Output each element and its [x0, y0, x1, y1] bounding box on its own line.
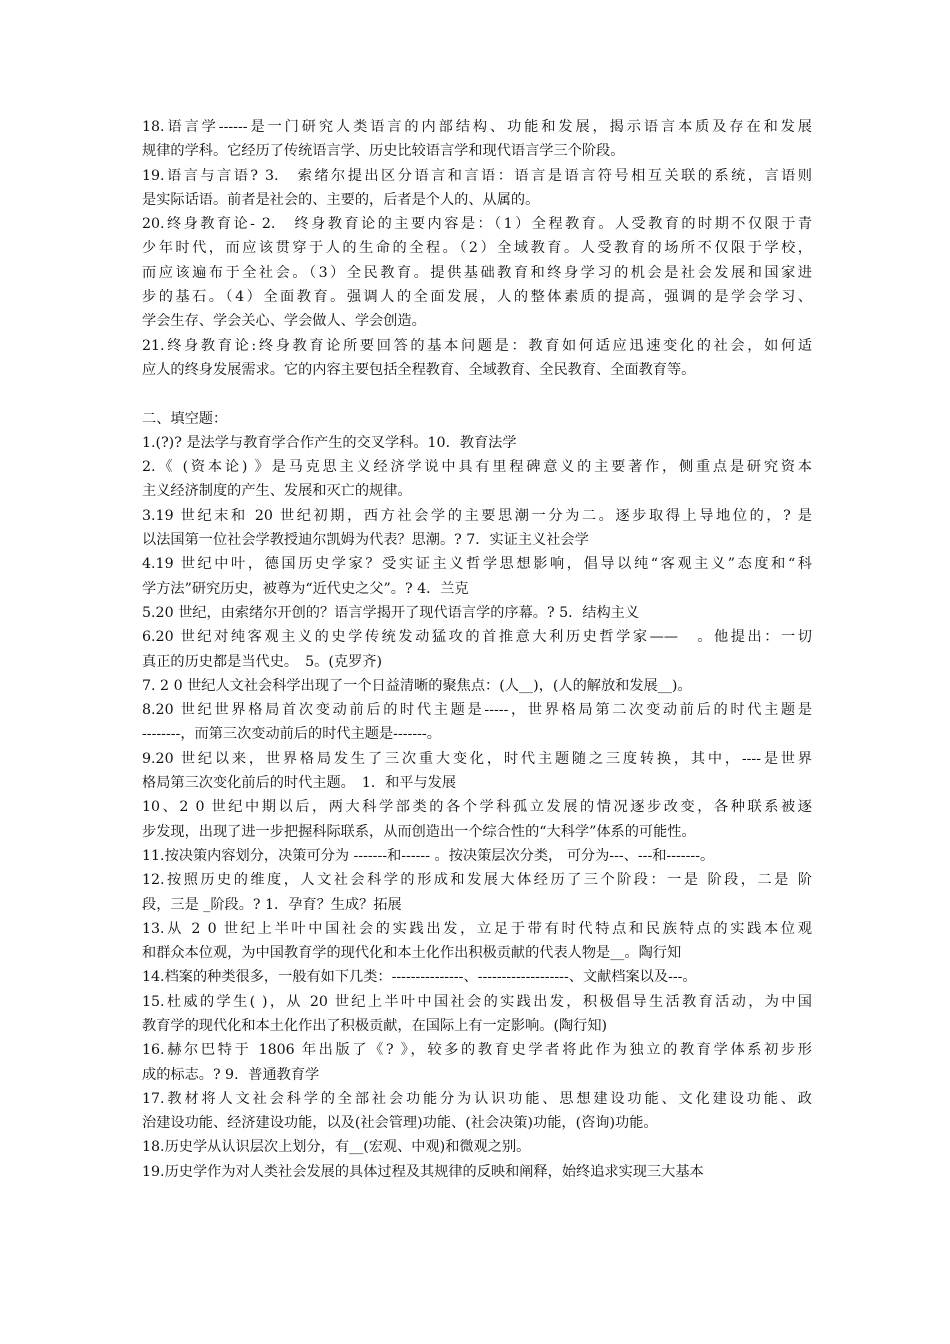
paragraph — [142, 1160, 812, 1184]
text-line: 规律的学科。它经历了传统语言学、历史比较语言学和现代语言学三个阶段。 — [142, 143, 625, 160]
paragraph — [142, 164, 812, 213]
text-line: 8.20 世纪世界格局首次变动前后的时代主题是-----，世界格局第二次变动前后的时代主题是 — [142, 702, 812, 719]
text-line: --------，而第三次变动前后的时代主题是-------。 — [142, 726, 441, 743]
paragraph — [142, 601, 812, 625]
text-line: 教育学的现代化和本土化作出了积极贡献，在国际上有一定影响。(陶行知) — [142, 1017, 608, 1034]
text-line: 以法国第一位社会学教授迪尔凯姆为代表？思潮。? 7．实证主义社会学 — [142, 532, 589, 549]
text-line: 少年时代，而应该贯穿于人的生命的全程。（2）全域教育。人受教育的场所不仅限于学校， — [142, 240, 812, 257]
text-line: 学方法”研究历史，被尊为“近代史之父”。? 4．兰克 — [142, 580, 469, 597]
paragraph — [142, 431, 812, 455]
text-line: 5.20 世纪，由索绪尔开创的？语言学揭开了现代语言学的序幕。? 5．结构主义 — [142, 604, 640, 621]
paragraph — [142, 212, 812, 333]
text-line: 是实际话语。前者是社会的、主要的，后者是个人的、从属的。 — [142, 191, 540, 208]
text-line: 9.20 世纪以来，世界格局发生了三次重大变化，时代主题随之三度转换，其中，----是世界 — [142, 750, 812, 767]
text-line: 6.20 世纪对纯客观主义的史学传统发动猛攻的首推意大利历史哲学家—— 。他提出：一切 — [142, 629, 812, 646]
text-line: 学会生存、学会关心、学会做人、学会创造。 — [142, 313, 426, 330]
paragraph — [142, 115, 812, 164]
text-line: 真正的历史都是当代史。 5。(克罗齐) — [142, 653, 382, 670]
paragraph — [142, 1038, 812, 1087]
text-line: 1.(?)? 是法学与教育学合作产生的交叉学科。10．教育法学 — [142, 434, 517, 451]
paragraph — [142, 747, 812, 796]
text-line: 二、填空题： — [142, 410, 228, 427]
text-line: 段，三是 _阶段。? 1．孕育？生成？拓展 — [142, 896, 402, 913]
text-line: 和群众本位观，为中国教育学的现代化和本土化作出积极贡献的代表人物是__。陶行知 — [142, 945, 682, 962]
text-line: 20.终身教育论- 2. 终身教育论的主要内容是：（1）全程教育。人受教育的时期不仅限于青 — [142, 216, 812, 233]
text-line: 12.按照历史的维度，人文社会科学的形成和发展大体经历了三个阶段：一是 阶段，二是 阶 — [142, 872, 812, 889]
text-line: 4.19 世纪中叶，德国历史学家？受实证主义哲学思想影响，倡导以纯“客观主义”态度和“科 — [142, 556, 812, 573]
text-line: 格局第三次变化前后的时代主题。 1．和平与发展 — [142, 775, 457, 792]
text-line: 步的基石。（4）全面教育。强调人的全面发展，人的整体素质的提高，强调的是学会学习、 — [142, 289, 812, 306]
paragraph — [142, 552, 812, 601]
text-line: 治建设功能、经济建设功能，以及(社会管理)功能、(社会决策)功能，(咨询)功能。 — [142, 1115, 658, 1132]
paragraph-spacer — [142, 382, 812, 406]
text-line: 10、2 0 世纪中期以后，两大科学部类的各个学科孤立发展的情况逐步改变，各种联系被逐 — [142, 799, 812, 816]
text-line: 19.历史学作为对人类社会发展的具体过程及其规律的反映和阐释，始终追求实现三大基本 — [142, 1163, 704, 1180]
paragraph — [142, 674, 812, 698]
text-line: 17.教材将人文社会科学的全部社会功能分为认识功能、思想建设功能、文化建设功能、政 — [142, 1090, 812, 1107]
paragraph — [142, 990, 812, 1039]
text-line: 2.《 (资本论) 》是马克思主义经济学说中具有里程碑意义的主要著作，侧重点是研究资本 — [142, 459, 812, 476]
text-line: 步发现，出现了进一步把握科际联系，从而创造出一个综合性的“大科学”体系的可能性。 — [142, 823, 696, 840]
paragraph — [142, 1087, 812, 1136]
paragraph — [142, 917, 812, 966]
text-line: 18.语言学------是一门研究人类语言的内部结构、功能和发展，揭示语言本质及存在和发展 — [142, 119, 812, 135]
paragraph — [142, 1135, 812, 1159]
text-line: 14.档案的种类很多，一般有如下几类：---------------、-------------------、文献档案以及---。 — [142, 969, 697, 986]
paragraph — [142, 868, 812, 917]
paragraph — [142, 455, 812, 504]
text-line: 而应该遍布于全社会。（3）全民教育。提供基础教育和终身学习的机会是社会发展和国家进 — [142, 264, 812, 281]
text-line: 11.按决策内容划分，决策可分为 -------和------ 。按决策层次分类， 可分为---、---和-------。 — [142, 847, 715, 864]
text-line: 16.赫尔巴特于 1806 年出版了《? 》，较多的教育史学者将此作为独立的教育学体系初步形 — [142, 1042, 812, 1059]
text-line: 3.19 世纪末和 20 世纪初期，西方社会学的主要思潮一分为二。逐步取得上导地位的，? 是 — [142, 507, 812, 524]
paragraph — [142, 504, 812, 553]
paragraph — [142, 965, 812, 989]
document-page — [142, 115, 812, 1184]
text-line: 13.从 2 0 世纪上半叶中国社会的实践出发，立足于带有时代特点和民族特点的实践本位观 — [142, 920, 812, 937]
text-line: 成的标志。? 9．普通教育学 — [142, 1066, 320, 1083]
paragraph — [142, 625, 812, 674]
paragraph — [142, 407, 812, 431]
text-line: 主义经济制度的产生、发展和灭亡的规律。 — [142, 483, 412, 500]
text-line: 15.杜威的学生( )，从 20 世纪上半叶中国社会的实践出发，积极倡导生活教育活动，为中国 — [142, 993, 812, 1010]
text-line: 应人的终身发展需求。它的内容主要包括全程教育、全域教育、全民教育、全面教育等。 — [142, 361, 696, 378]
text-line: 7. 2 0 世纪人文社会科学出现了一个日益清晰的聚焦点：(人__)，(人的解放和发展__)。 — [142, 677, 692, 694]
paragraph — [142, 795, 812, 844]
text-line: 21.终身教育论:终身教育论所要回答的基本问题是：教育如何适应迅速变化的社会，如何适 — [142, 337, 812, 354]
paragraph — [142, 844, 812, 868]
text-line: 18.历史学从认识层次上划分，有__(宏观、中观)和微观之别。 — [142, 1139, 531, 1156]
paragraph — [142, 698, 812, 747]
paragraph — [142, 334, 812, 383]
text-line: 19.语言与言语? 3. 索绪尔提出区分语言和言语：语言是语言符号相互关联的系统，言语则 — [142, 167, 812, 184]
